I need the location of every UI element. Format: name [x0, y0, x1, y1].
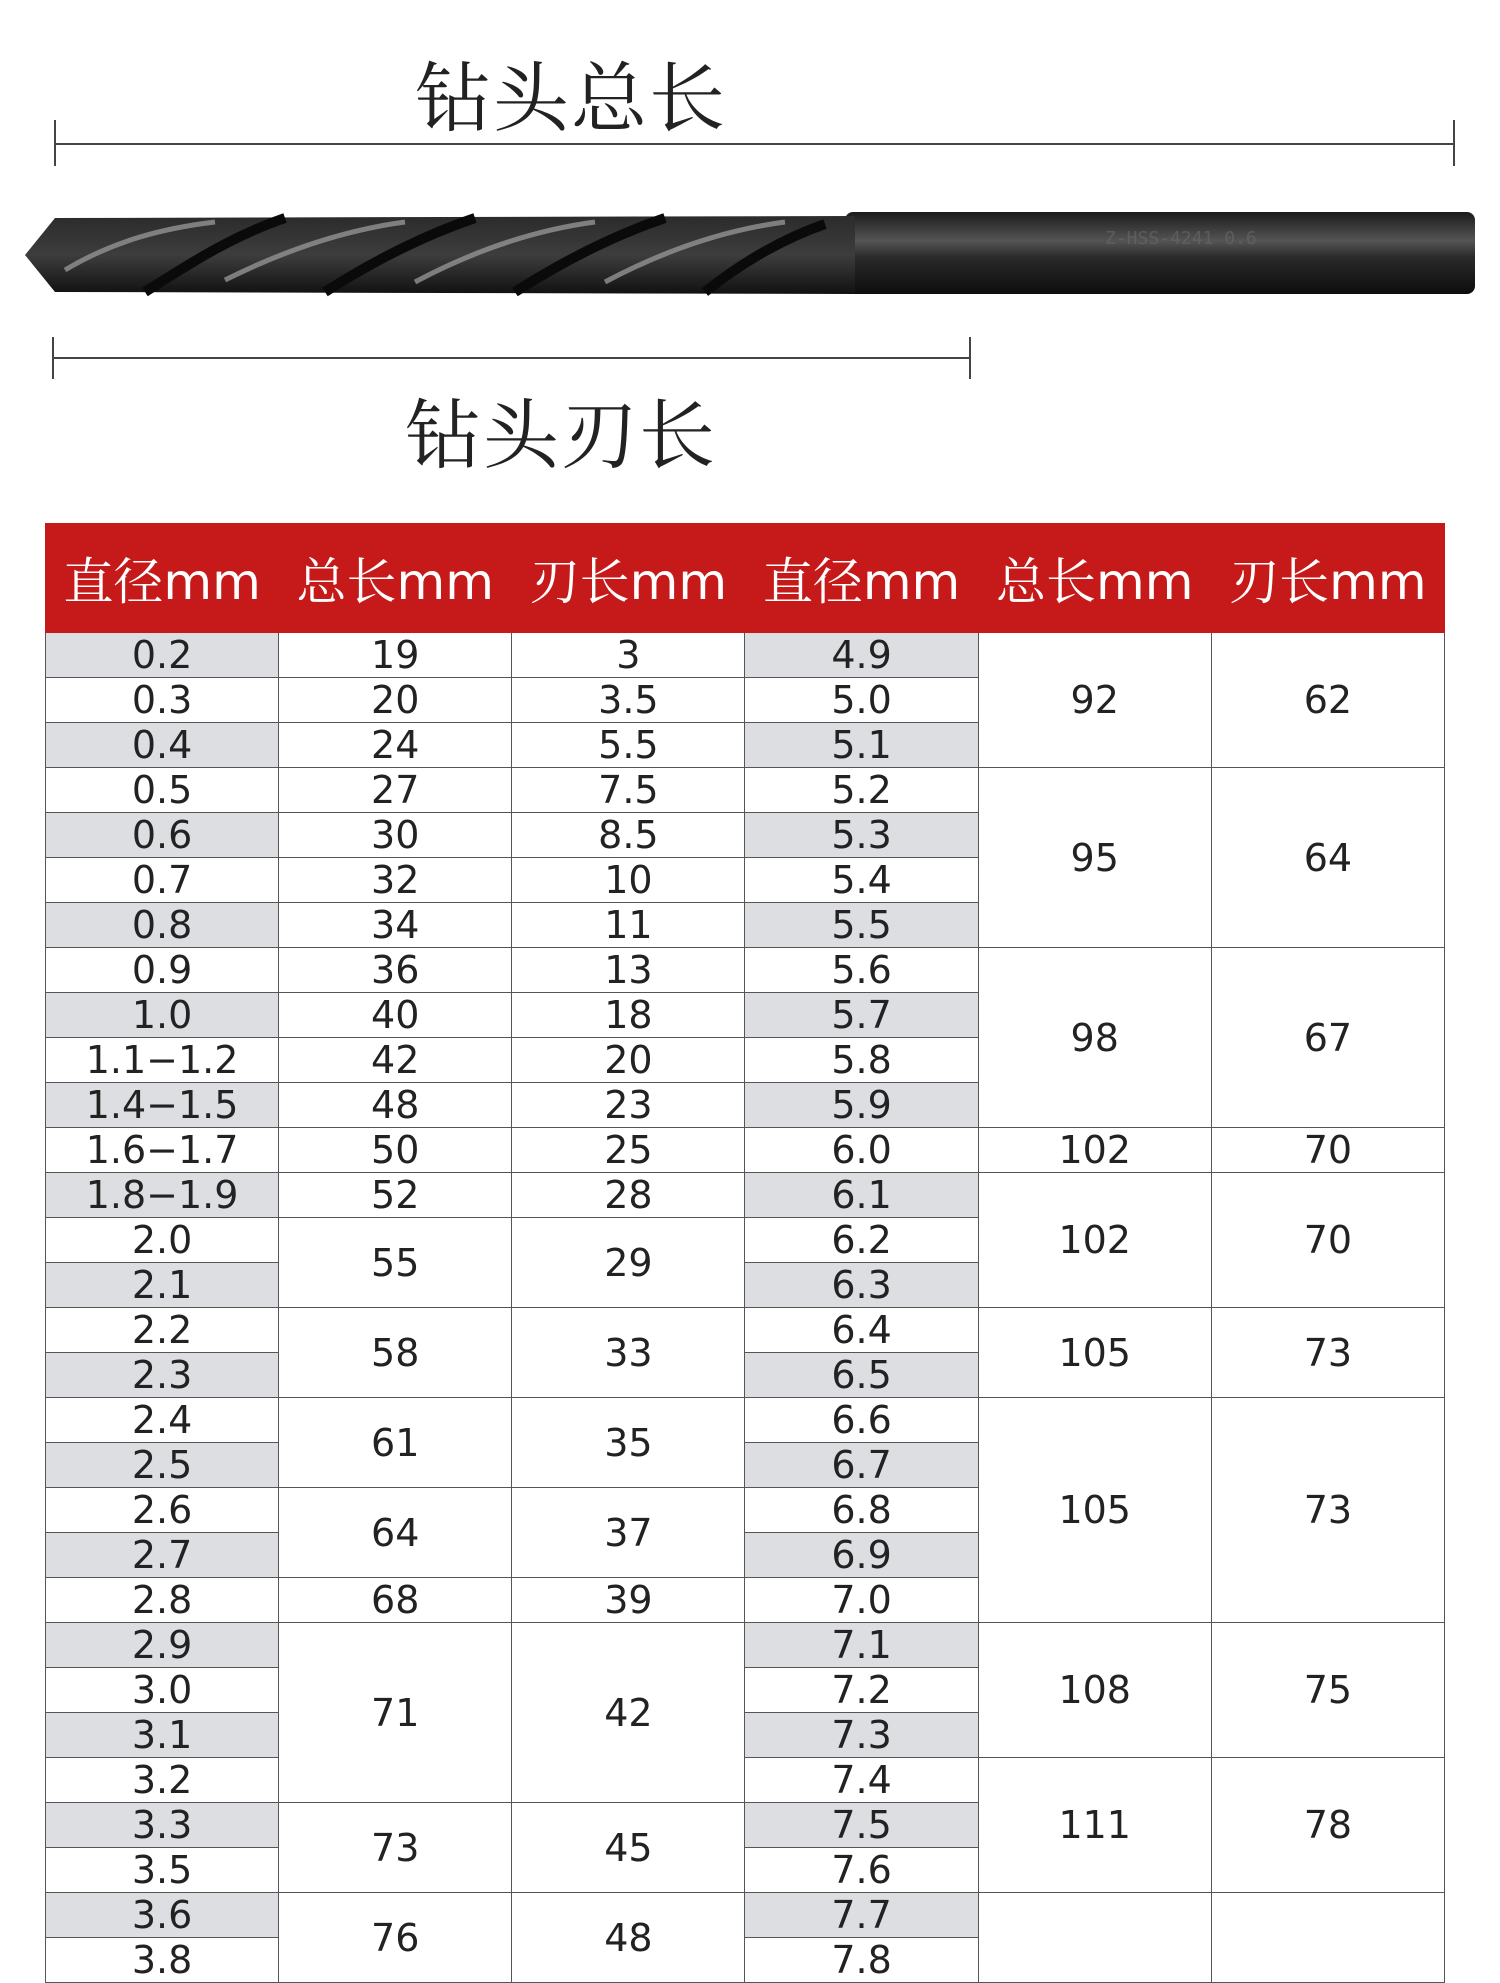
table-cell: 29: [512, 1218, 745, 1308]
table-cell: 3.0: [46, 1668, 279, 1713]
table-cell: 20: [512, 1038, 745, 1083]
table-cell: 76: [279, 1893, 512, 1983]
table-cell: 111: [978, 1758, 1211, 1893]
table-cell: 73: [1211, 1398, 1444, 1623]
table-cell: 2.1: [46, 1263, 279, 1308]
table-cell: 27: [279, 768, 512, 813]
table-cell: 7.6: [745, 1848, 978, 1893]
table-cell: 1.8−1.9: [46, 1173, 279, 1218]
drill-spec-table-container: [45, 523, 1445, 1982]
table-cell: 3.3: [46, 1803, 279, 1848]
table-cell: 25: [512, 1128, 745, 1173]
table-cell: 102: [978, 1128, 1211, 1173]
table-cell: 67: [1211, 948, 1444, 1128]
table-row: [46, 1893, 1445, 1938]
table-cell: 2.6: [46, 1488, 279, 1533]
table-cell: 5.5: [745, 903, 978, 948]
table-cell: 7.0: [745, 1578, 978, 1623]
table-cell: 73: [1211, 1308, 1444, 1398]
table-cell: 58: [279, 1308, 512, 1398]
header-flute-length-1: 刃长mm: [512, 524, 745, 633]
table-cell: 7.3: [745, 1713, 978, 1758]
table-cell: 0.2: [46, 633, 279, 678]
table-cell: 6.9: [745, 1533, 978, 1578]
table-cell: 75: [1211, 1623, 1444, 1758]
table-cell: 5.2: [745, 768, 978, 813]
table-cell: 71: [279, 1623, 512, 1803]
table-cell: 6.1: [745, 1173, 978, 1218]
table-cell: 34: [279, 903, 512, 948]
table-cell: 3.1: [46, 1713, 279, 1758]
table-cell: 3.5: [512, 678, 745, 723]
table-cell: 64: [279, 1488, 512, 1578]
table-row: [46, 1758, 1445, 1803]
table-cell: 18: [512, 993, 745, 1038]
table-body: [46, 633, 1445, 1983]
table-cell: 6.2: [745, 1218, 978, 1263]
table-cell: 5.8: [745, 1038, 978, 1083]
table-cell: 6.7: [745, 1443, 978, 1488]
table-cell: 95: [978, 768, 1211, 948]
table-row: [46, 1623, 1445, 1668]
table-cell: 73: [279, 1803, 512, 1893]
table-cell: 55: [279, 1218, 512, 1308]
table-cell: 68: [279, 1578, 512, 1623]
table-cell: 3.2: [46, 1758, 279, 1803]
table-cell: 6.3: [745, 1263, 978, 1308]
table-cell: 0.7: [46, 858, 279, 903]
table-row: [46, 1308, 1445, 1353]
table-cell: 64: [1211, 768, 1444, 948]
table-header-row: [46, 524, 1445, 633]
table-cell: 0.6: [46, 813, 279, 858]
table-cell: 52: [279, 1173, 512, 1218]
table-cell: 2.3: [46, 1353, 279, 1398]
table-cell: [978, 1893, 1211, 1983]
table-row: [46, 1173, 1445, 1218]
header-diameter-2: 直径mm: [745, 524, 978, 633]
table-cell: 0.8: [46, 903, 279, 948]
table-cell: 2.2: [46, 1308, 279, 1353]
table-cell: 42: [279, 1038, 512, 1083]
table-cell: 7.5: [745, 1803, 978, 1848]
table-cell: 8.5: [512, 813, 745, 858]
header-diameter-1: 直径mm: [46, 524, 279, 633]
table-cell: 3.6: [46, 1893, 279, 1938]
table-cell: 5.0: [745, 678, 978, 723]
table-cell: 37: [512, 1488, 745, 1578]
table-cell: 70: [1211, 1128, 1444, 1173]
table-cell: 5.9: [745, 1083, 978, 1128]
table-cell: 1.0: [46, 993, 279, 1038]
table-cell: 2.9: [46, 1623, 279, 1668]
total-length-label: 钻头总长: [415, 54, 727, 143]
table-cell: 23: [512, 1083, 745, 1128]
table-cell: 32: [279, 858, 512, 903]
table-cell: 2.4: [46, 1398, 279, 1443]
table-cell: 40: [279, 993, 512, 1038]
header-total-length-2: 总长mm: [978, 524, 1211, 633]
table-cell: 0.9: [46, 948, 279, 993]
table-cell: 6.4: [745, 1308, 978, 1353]
table-cell: 1.4−1.5: [46, 1083, 279, 1128]
table-cell: 105: [978, 1308, 1211, 1398]
table-cell: 92: [978, 633, 1211, 768]
table-cell: 7.7: [745, 1893, 978, 1938]
header-total-length-1: 总长mm: [279, 524, 512, 633]
table-cell: 39: [512, 1578, 745, 1623]
table-cell: 2.7: [46, 1533, 279, 1578]
table-cell: 6.0: [745, 1128, 978, 1173]
drill-bit-image: [25, 200, 1485, 310]
table-cell: 5.5: [512, 723, 745, 768]
table-cell: 19: [279, 633, 512, 678]
table-cell: 70: [1211, 1173, 1444, 1308]
table-cell: 0.5: [46, 768, 279, 813]
table-cell: 6.8: [745, 1488, 978, 1533]
table-cell: 5.3: [745, 813, 978, 858]
table-cell: 28: [512, 1173, 745, 1218]
table-cell: 5.7: [745, 993, 978, 1038]
table-cell: 2.0: [46, 1218, 279, 1263]
table-cell: 50: [279, 1128, 512, 1173]
table-cell: 30: [279, 813, 512, 858]
table-cell: 24: [279, 723, 512, 768]
table-cell: 2.8: [46, 1578, 279, 1623]
table-cell: 20: [279, 678, 512, 723]
table-cell: 35: [512, 1398, 745, 1488]
table-cell: 11: [512, 903, 745, 948]
table-cell: 45: [512, 1803, 745, 1893]
table-cell: 3: [512, 633, 745, 678]
header-flute-length-2: 刃长mm: [1211, 524, 1444, 633]
table-row: [46, 1398, 1445, 1443]
table-cell: 36: [279, 948, 512, 993]
table-cell: 6.6: [745, 1398, 978, 1443]
table-cell: 1.1−1.2: [46, 1038, 279, 1083]
table-cell: 5.1: [745, 723, 978, 768]
table-cell: 5.4: [745, 858, 978, 903]
table-cell: 5.6: [745, 948, 978, 993]
flute-length-label: 钻头刃长: [405, 391, 717, 480]
drill-spec-table: [45, 523, 1445, 1983]
table-cell: 3.8: [46, 1938, 279, 1983]
table-cell: 6.5: [745, 1353, 978, 1398]
table-cell: 3.5: [46, 1848, 279, 1893]
table-cell: 13: [512, 948, 745, 993]
svg-text:Z-HSS-4241 0.6: Z-HSS-4241 0.6: [1105, 228, 1257, 249]
table-cell: 42: [512, 1623, 745, 1803]
table-cell: 1.6−1.7: [46, 1128, 279, 1173]
table-cell: 0.3: [46, 678, 279, 723]
table-row: [46, 768, 1445, 813]
table-cell: 48: [279, 1083, 512, 1128]
table-cell: 0.4: [46, 723, 279, 768]
table-cell: 61: [279, 1398, 512, 1488]
table-cell: 7.5: [512, 768, 745, 813]
table-cell: 7.2: [745, 1668, 978, 1713]
table-cell: 2.5: [46, 1443, 279, 1488]
table-cell: 33: [512, 1308, 745, 1398]
table-cell: 7.1: [745, 1623, 978, 1668]
table-cell: 102: [978, 1173, 1211, 1308]
table-cell: 62: [1211, 633, 1444, 768]
table-cell: 105: [978, 1398, 1211, 1623]
table-cell: 7.8: [745, 1938, 978, 1983]
table-cell: 108: [978, 1623, 1211, 1758]
table-cell: 78: [1211, 1758, 1444, 1893]
table-cell: 10: [512, 858, 745, 903]
table-row: [46, 1128, 1445, 1173]
table-cell: 4.9: [745, 633, 978, 678]
table-row: [46, 633, 1445, 678]
table-cell: 98: [978, 948, 1211, 1128]
table-cell: 48: [512, 1893, 745, 1983]
table-row: [46, 948, 1445, 993]
table-cell: [1211, 1893, 1444, 1983]
table-cell: 7.4: [745, 1758, 978, 1803]
